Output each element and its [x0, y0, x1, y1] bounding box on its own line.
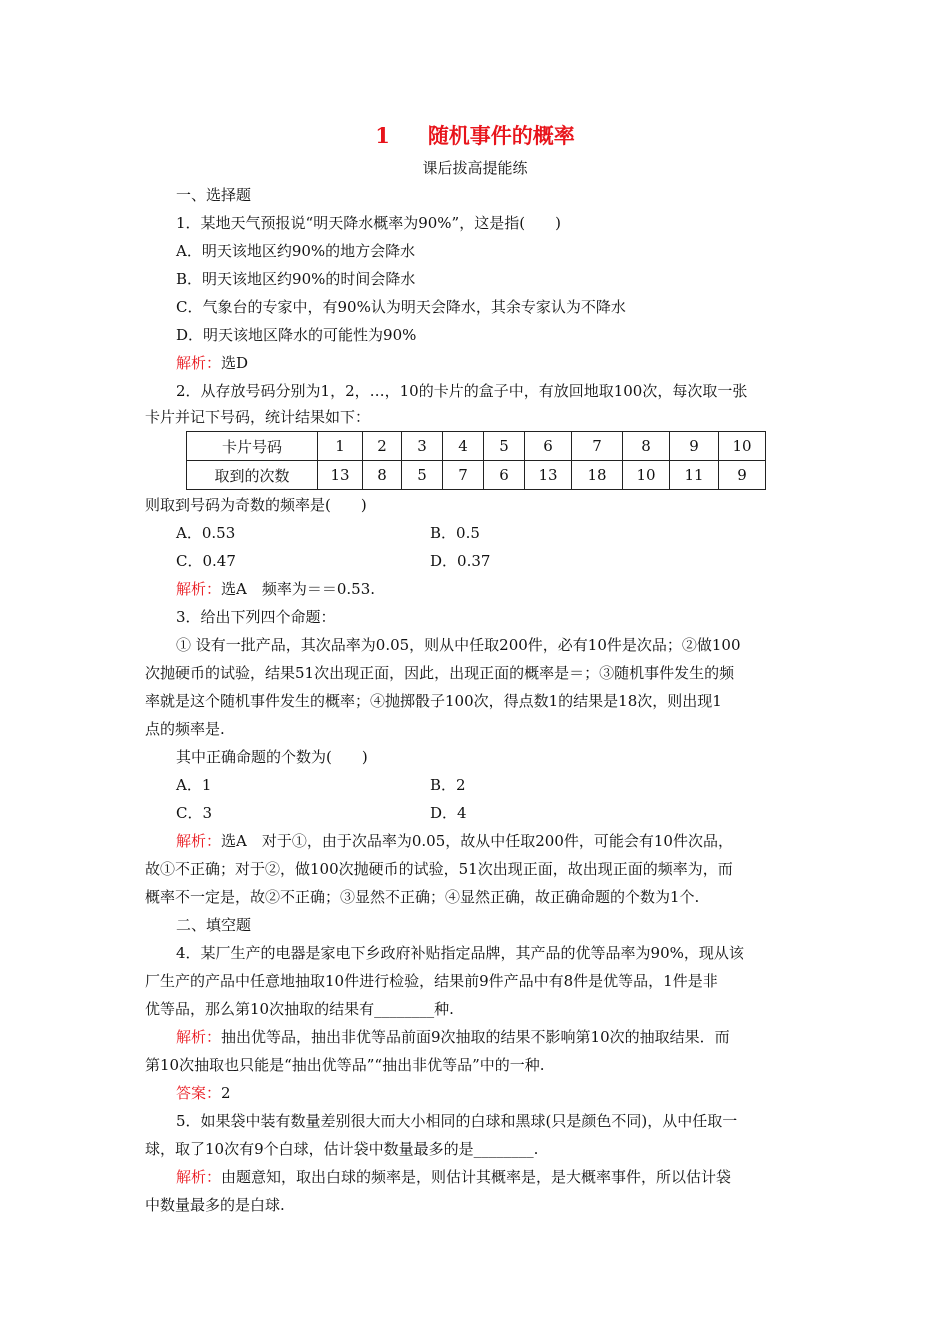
- analysis-label: 解析：: [176, 1028, 222, 1046]
- q2-stem-line1: 2．从存放号码分别为1，2，…，10的卡片的盒子中，有放回地取100次，每次取一张: [176, 382, 748, 400]
- table-cell: 6: [484, 461, 525, 490]
- q2-question: 则取到号码为奇数的频率是( ): [145, 496, 367, 514]
- q3-body-line: ① 设有一批产品，其次品率为0.05，则从中任取200件，必有10件是次品；②做100: [176, 636, 741, 654]
- section-heading-choice: 一、选择题: [176, 186, 252, 204]
- page-title: [0, 122, 950, 150]
- q3-option-d: D．4: [430, 804, 467, 822]
- analysis-label: 解析：: [176, 354, 222, 372]
- q2-option-d: D．0.37: [430, 552, 491, 570]
- page-subtitle: 课后拔高提能练: [422, 159, 528, 177]
- q3-body-line: 率就是这个随机事件发生的概率；④抛掷骰子100次，得点数1的结果是18次，则出现1: [145, 692, 722, 710]
- q3-body-line: 次抛硬币的试验，结果51次出现正面，因此，出现正面的概率是＝；③随机事件发生的频: [145, 664, 735, 682]
- q5-body-line: 球，取了10次有9个白球，估计袋中数量最多的是________.: [145, 1140, 539, 1158]
- table-cell: 3: [402, 432, 443, 461]
- table-cell: 10: [623, 461, 670, 490]
- analysis-label: 解析：: [176, 1168, 222, 1186]
- q3-body-line: 点的频率是.: [145, 720, 225, 738]
- q1-option-d: D．明天该地区降水的可能性为90%: [176, 326, 417, 344]
- table-cell: 6: [525, 432, 572, 461]
- analysis-text: 选A 对于①，由于次品率为0.05，故从中任取200件，可能会有10件次品，: [221, 832, 733, 850]
- q2-option-c: C．0.47: [176, 552, 236, 570]
- answer-label: 答案：: [176, 1084, 222, 1102]
- analysis-text: 抽出优等品，抽出非优等品前面9次抽取的结果不影响第10次的抽取结果．而: [221, 1028, 730, 1046]
- q4-body-line: 优等品，那么第10次抽取的结果有________种.: [145, 1000, 454, 1018]
- table-cell: 7: [572, 432, 623, 461]
- q2-analysis: [176, 578, 375, 600]
- q2-option-b: B．0.5: [430, 524, 480, 542]
- q4-body-line: 厂生产的产品中任意地抽取10件进行检验，结果前9件产品中有8件是优等品，1件是非: [145, 972, 718, 990]
- table-cell: 13: [318, 461, 363, 490]
- table-cell: 10: [719, 432, 766, 461]
- q3-analysis-line: 概率不一定是，故②不正确；③显然不正确；④显然正确，故正确命题的个数为1个.: [145, 888, 700, 906]
- section-heading-fill: 二、填空题: [176, 916, 252, 934]
- q1-option-a: A．明天该地区约90%的地方会降水: [176, 242, 416, 260]
- card-count-table: [186, 431, 766, 490]
- q2-option-a: A．0.53: [176, 524, 236, 542]
- table-cell: 5: [484, 432, 525, 461]
- q3-option-c: C．3: [176, 804, 213, 822]
- answer-text: 2: [221, 1084, 231, 1102]
- q3-question: 其中正确命题的个数为( ): [176, 748, 368, 766]
- table-cell: 1: [318, 432, 363, 461]
- analysis-label: 解析：: [176, 832, 222, 850]
- analysis-text: 选A 频率为＝＝0.53.: [221, 580, 376, 598]
- table-cell: 9: [719, 461, 766, 490]
- table-cell: 8: [623, 432, 670, 461]
- q3-option-b: B．2: [430, 776, 466, 794]
- q3-option-a: A．1: [176, 776, 212, 794]
- q1-stem: 1．某地天气预报说“明天降水概率为90%”，这是指( ): [176, 214, 561, 232]
- analysis-label: 解析：: [176, 580, 222, 598]
- q5-analysis: [176, 1166, 731, 1188]
- table-cell: 2: [363, 432, 402, 461]
- q3-analysis: [176, 830, 733, 852]
- title-number: 1: [375, 123, 390, 148]
- table-cell: 7: [443, 461, 484, 490]
- table-cell: 18: [572, 461, 623, 490]
- table-cell: 9: [670, 432, 719, 461]
- analysis-text: 由题意知，取出白球的频率是，则估计其概率是，是大概率事件，所以估计袋: [221, 1168, 732, 1186]
- q4-analysis-line: 第10次抽取也只能是“抽出优等品”“抽出非优等品”中的一种.: [145, 1056, 545, 1074]
- q1-option-b: B．明天该地区约90%的时间会降水: [176, 270, 416, 288]
- q4-answer: [176, 1082, 231, 1104]
- table-cell: 4: [443, 432, 484, 461]
- table-cell: 13: [525, 461, 572, 490]
- table-cell: 8: [363, 461, 402, 490]
- q4-analysis: [176, 1026, 730, 1048]
- table-row-label: 取到的次数: [187, 461, 318, 490]
- q1-analysis: [176, 352, 248, 374]
- q5-analysis-line: 中数量最多的是白球.: [145, 1196, 285, 1214]
- title-text: 随机事件的概率: [427, 123, 575, 148]
- q1-option-c: C．气象台的专家中，有90%认为明天会降水，其余专家认为不降水: [176, 298, 626, 316]
- analysis-text: 选D: [221, 354, 249, 372]
- table-cell: 5: [402, 461, 443, 490]
- q3-stem: 3．给出下列四个命题：: [176, 608, 336, 626]
- table-row: [187, 432, 766, 461]
- q3-analysis-line: 故①不正确；对于②，做100次抛硬币的试验，51次出现正面，故出现正面的频率为，而: [145, 860, 733, 878]
- q2-stem-line2: 卡片并记下号码，统计结果如下：: [145, 408, 371, 426]
- table-row-label: 卡片号码: [187, 432, 318, 461]
- table-cell: 11: [670, 461, 719, 490]
- q4-body-line: 4．某厂生产的电器是家电下乡政府补贴指定品牌，其产品的优等品率为90%，现从该: [176, 944, 744, 962]
- q5-body-line: 5．如果袋中装有数量差别很大而大小相同的白球和黑球(只是颜色不同)，从中任取一: [176, 1112, 738, 1130]
- table-row: [187, 461, 766, 490]
